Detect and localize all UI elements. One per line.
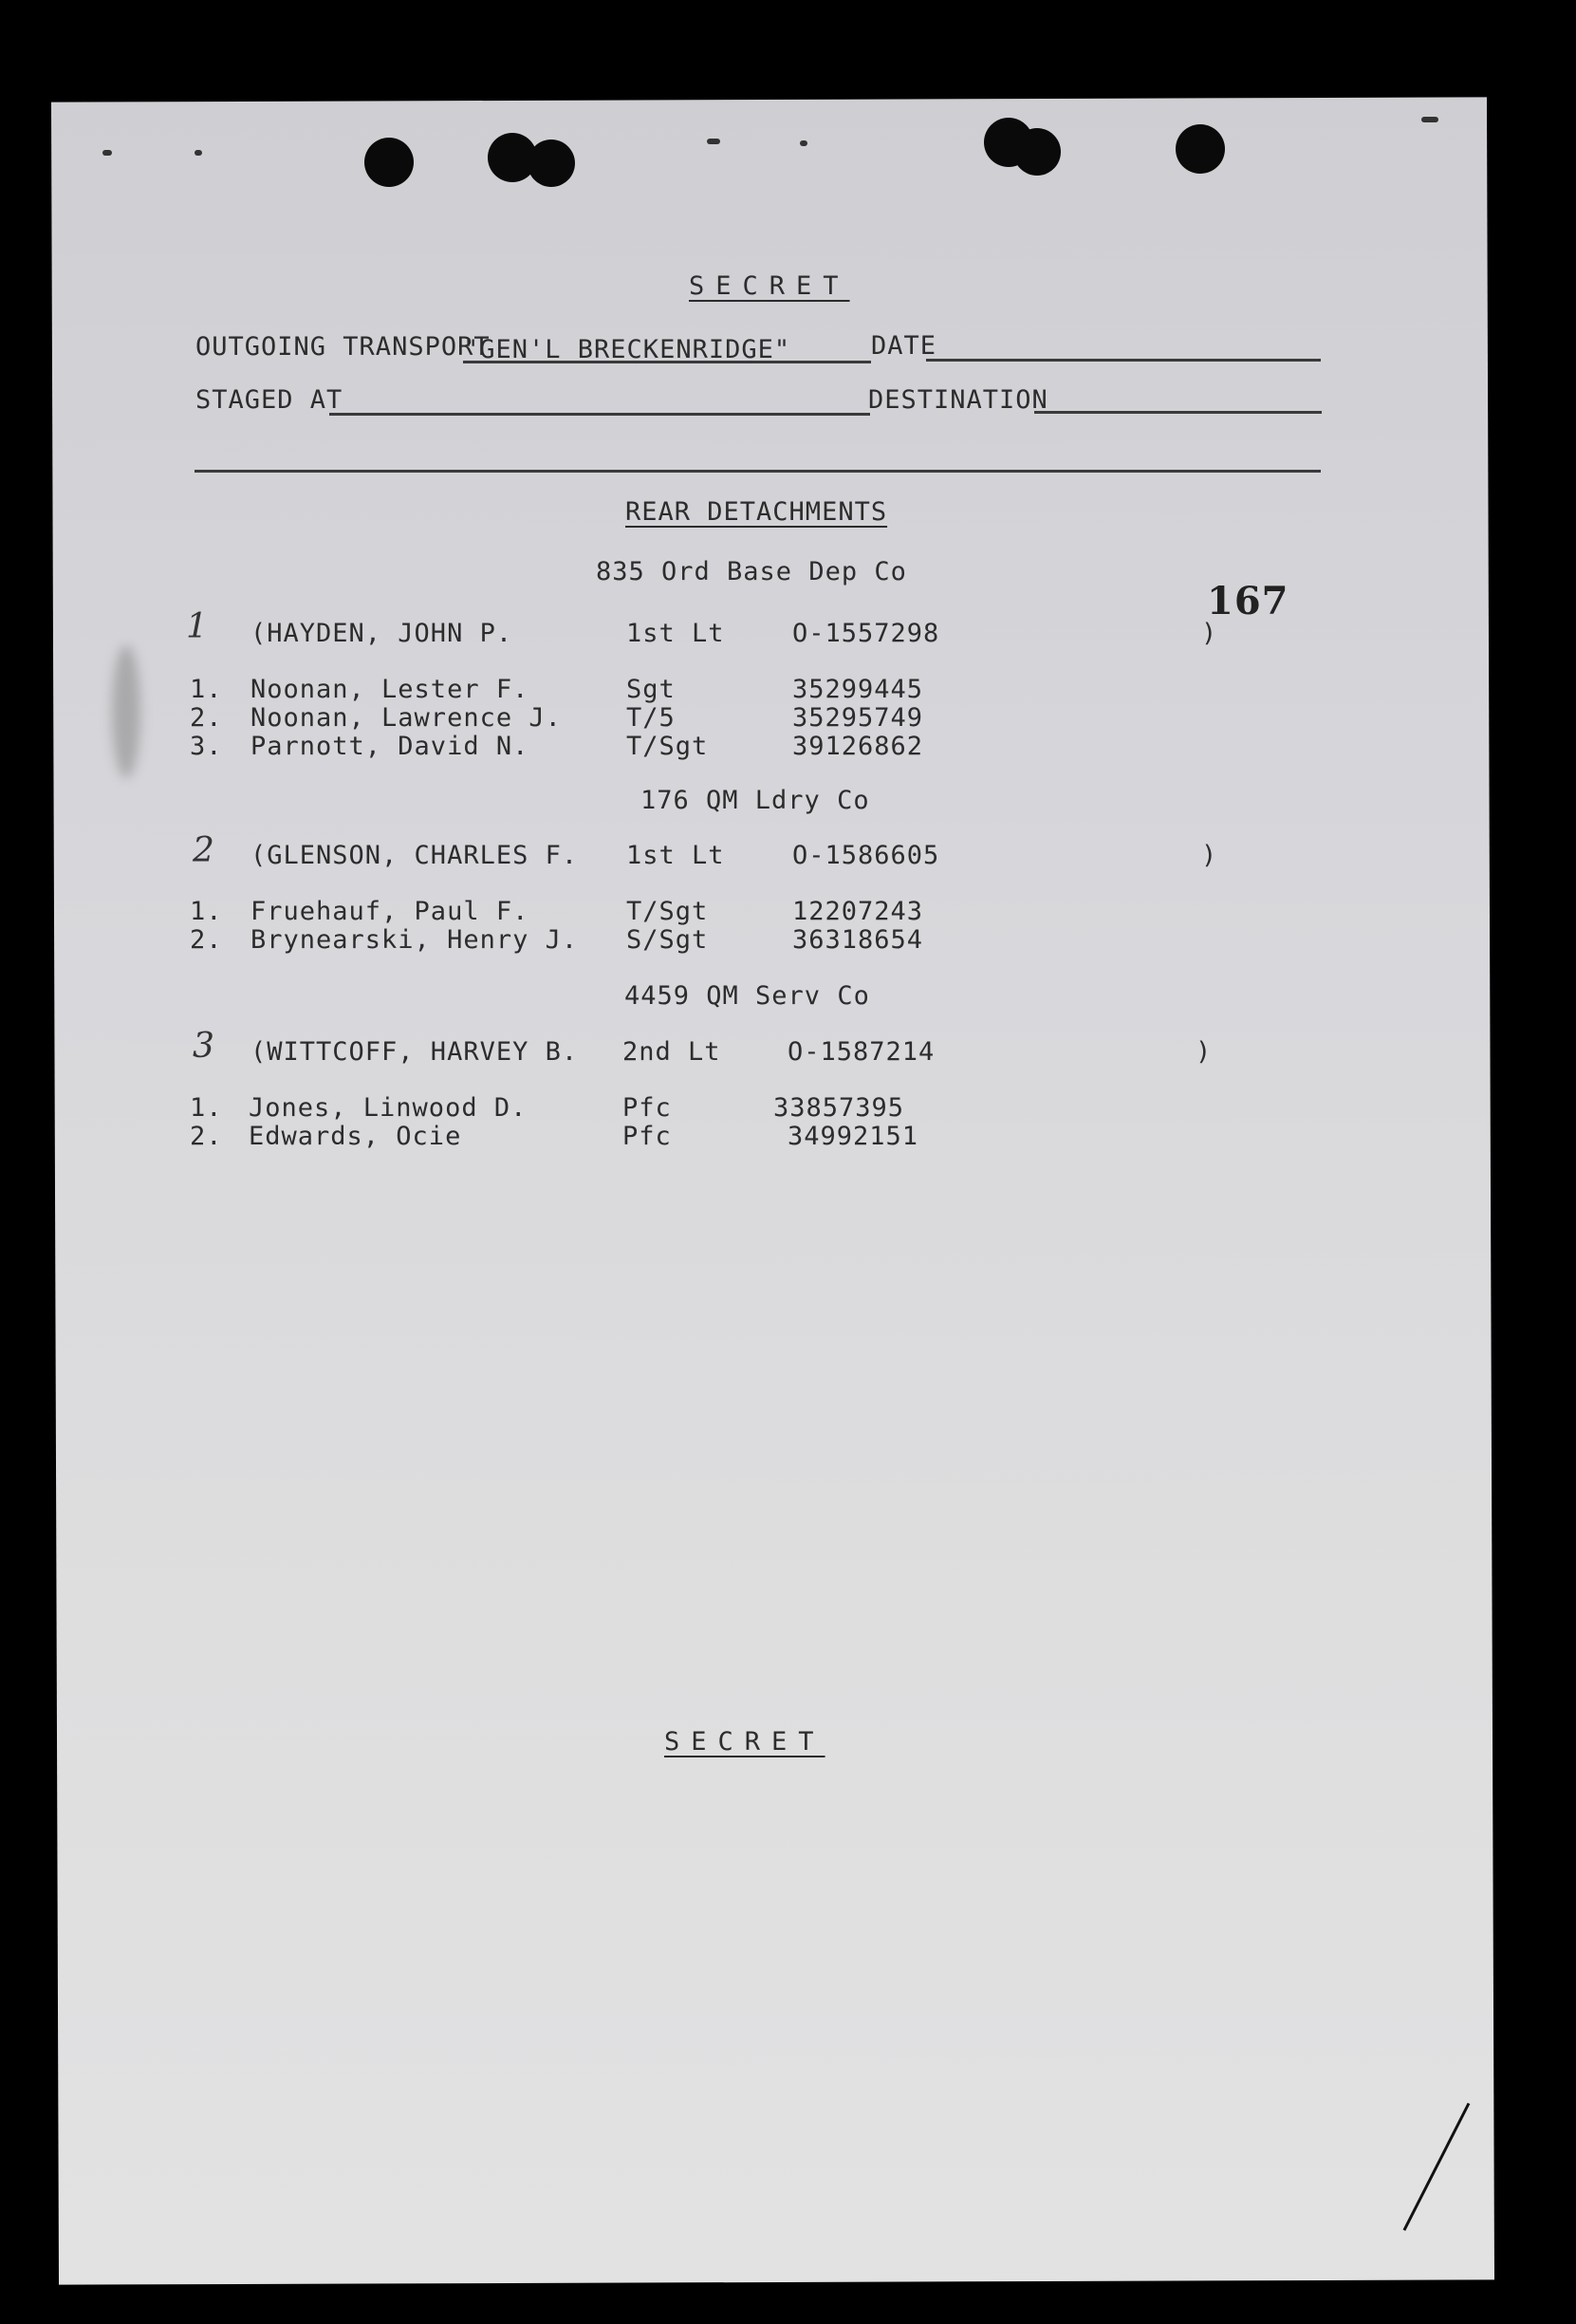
list-number: 2. [190, 1122, 223, 1151]
staged-at-label: STAGED AT [195, 385, 343, 415]
punch-hole [1013, 128, 1061, 176]
unit-name: 176 QM Ldry Co [640, 786, 870, 815]
classification-header: SECRET [689, 271, 850, 301]
soldier-rank: T/Sgt [626, 732, 709, 761]
soldier-name: Parnott, David N. [250, 732, 529, 761]
officer-name: (WITTCOFF, HARVEY B. [250, 1037, 579, 1067]
punch-mark [1421, 117, 1438, 122]
soldier-serial: 39126862 [792, 732, 924, 761]
handwritten-number: 1 [186, 607, 209, 646]
separator-line [195, 470, 1321, 473]
handwritten-number: 2 [193, 831, 215, 870]
officer-rank: 1st Lt [626, 841, 725, 870]
soldier-rank: T/5 [626, 703, 676, 733]
officer-bracket: ) [1201, 841, 1218, 870]
list-number: 3. [190, 732, 223, 761]
officer-serial: O-1587214 [788, 1037, 936, 1067]
officer-serial: O-1557298 [792, 619, 940, 648]
soldier-serial: 36318654 [792, 925, 924, 955]
list-number: 2. [190, 703, 223, 733]
punch-mark [800, 140, 807, 146]
page-number: 167 [1207, 579, 1289, 623]
punch-hole [1176, 124, 1225, 174]
document-page [51, 97, 1494, 2284]
soldier-name: Noonan, Lawrence J. [250, 703, 562, 733]
officer-rank: 2nd Lt [622, 1037, 721, 1067]
soldier-rank: S/Sgt [626, 925, 709, 955]
date-label: DATE [871, 331, 937, 361]
soldier-rank: Pfc [622, 1093, 672, 1123]
soldier-serial: 34992151 [788, 1122, 919, 1151]
staged-at-field-line [329, 413, 870, 416]
transport-name: "GEN'L BRECKENRIDGE" [463, 335, 791, 364]
officer-bracket: ) [1196, 1037, 1213, 1067]
soldier-serial: 12207243 [792, 897, 924, 926]
soldier-name: Edwards, Ocie [249, 1122, 462, 1151]
list-number: 2. [190, 925, 223, 955]
soldier-name: Brynearski, Henry J. [250, 925, 579, 955]
smudge [112, 645, 140, 778]
soldier-rank: Sgt [626, 675, 676, 704]
soldier-serial: 35295749 [792, 703, 924, 733]
officer-rank: 1st Lt [626, 619, 725, 648]
punch-hole [364, 138, 414, 187]
unit-name: 4459 QM Serv Co [624, 981, 870, 1011]
soldier-rank: Pfc [622, 1122, 672, 1151]
officer-name: (HAYDEN, JOHN P. [250, 619, 513, 648]
destination-field-line [1034, 411, 1322, 414]
soldier-rank: T/Sgt [626, 897, 709, 926]
soldier-name: Jones, Linwood D. [249, 1093, 528, 1123]
punch-mark [707, 139, 720, 144]
punch-mark [195, 150, 202, 156]
officer-serial: O-1586605 [792, 841, 940, 870]
soldier-serial: 35299445 [792, 675, 924, 704]
date-field-line [926, 359, 1321, 362]
soldier-serial: 33857395 [773, 1093, 905, 1123]
officer-bracket: ) [1201, 619, 1218, 648]
list-number: 1. [190, 1093, 223, 1123]
classification-footer: SECRET [664, 1727, 825, 1757]
punch-mark [102, 150, 112, 156]
soldier-name: Fruehauf, Paul F. [250, 897, 529, 926]
handwritten-number: 3 [193, 1027, 215, 1066]
transport-field-line [463, 361, 871, 363]
transport-label: OUTGOING TRANSPORT [195, 332, 491, 362]
list-number: 1. [190, 675, 223, 704]
destination-label: DESTINATION [868, 385, 1048, 415]
list-number: 1. [190, 897, 223, 926]
officer-name: (GLENSON, CHARLES F. [250, 841, 579, 870]
unit-name: 835 Ord Base Dep Co [596, 557, 907, 586]
punch-hole [528, 139, 575, 187]
section-title: REAR DETACHMENTS [625, 497, 888, 527]
soldier-name: Noonan, Lester F. [250, 675, 529, 704]
